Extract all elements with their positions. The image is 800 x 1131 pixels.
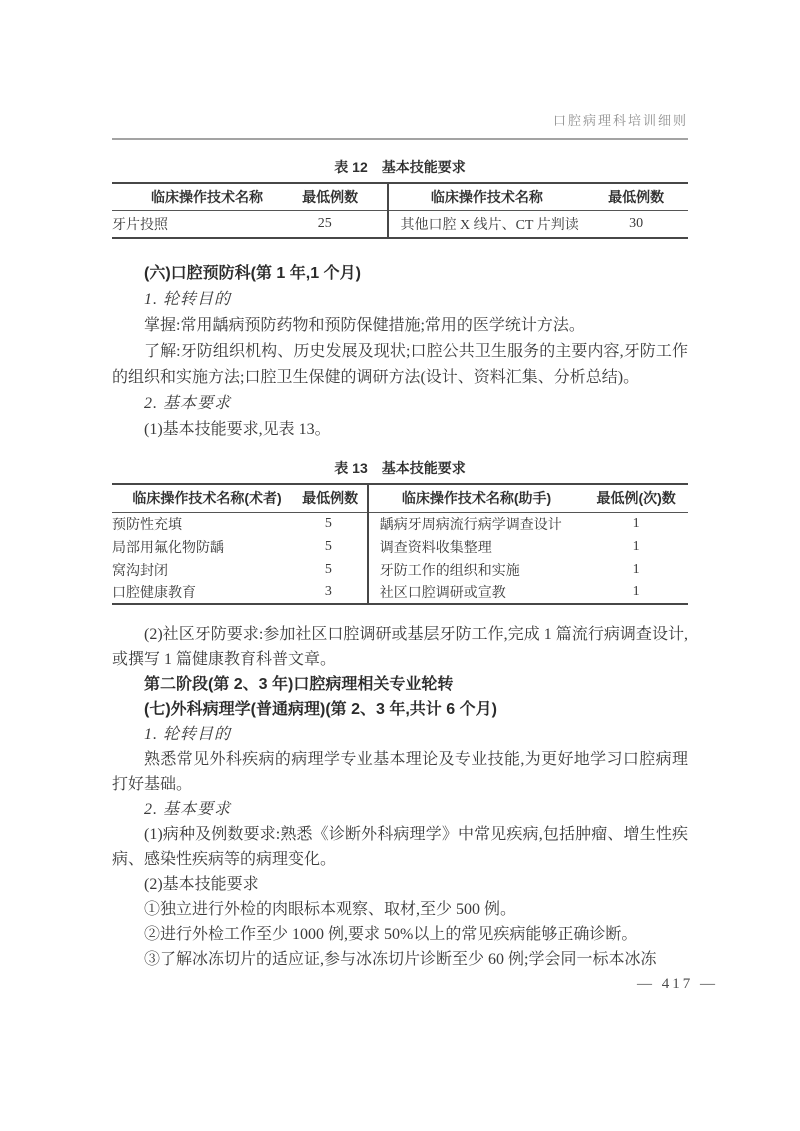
paragraph-item-2: ②进行外检工作至少 1000 例,要求 50%以上的常见疾病能够正确诊断。 <box>144 926 638 943</box>
cell-min-cases: 30 <box>629 215 644 231</box>
col-header-min-cases-left: 最低例数 <box>302 183 388 210</box>
cell-technique: 社区口腔调研或宣教 <box>368 581 585 604</box>
cell-min-cases: 25 <box>317 215 332 231</box>
running-head: 口腔病理科培训细则 <box>552 113 688 128</box>
paragraph-basic-skills: (2)基本技能要求 <box>144 876 259 893</box>
cell-min-cases: 1 <box>632 561 640 577</box>
cell-technique: 其他口腔 X 线片、CT 片判读 <box>388 210 584 238</box>
table-row <box>112 512 688 535</box>
table13-caption: 表 13 基本技能要求 <box>334 460 466 476</box>
cell-min-cases: 1 <box>632 515 640 531</box>
paragraph-master: 掌握:常用龋病预防药物和预防保健措施;常用的医学统计方法。 <box>144 317 585 334</box>
col-header-min-cases-right: 最低例数 <box>584 183 688 210</box>
cell-technique: 牙片投照 <box>112 217 168 233</box>
stage-2-heading: 第二阶段(第 2、3 年)口腔病理相关专业轮转 <box>144 676 454 693</box>
section-7-heading: (七)外科病理学(普通病理)(第 2、3 年,共计 6 个月) <box>144 701 497 718</box>
table12-header-row <box>112 183 688 210</box>
table12-basic-skills <box>112 182 688 239</box>
page-number: — 417 — <box>637 976 718 992</box>
col-header-technique-operator: 临床操作技术名称(术者) <box>112 484 302 512</box>
section-7 <box>112 622 688 972</box>
section-6 <box>112 261 688 443</box>
basic-requirements-item: 2. 基本要求 <box>144 395 232 412</box>
paragraph-community-requirement: (2)社区牙防要求:参加社区口腔调研或基层牙防工作,完成 1 篇流行病调查设计,或撰写 1 篇健康教育科普文章。 <box>112 626 688 668</box>
table12-caption: 表 12 基本技能要求 <box>334 159 466 175</box>
paragraph-item-1: ①独立进行外检的肉眼标本观察、取材,至少 500 例。 <box>144 901 517 918</box>
cell-technique: 牙防工作的组织和实施 <box>368 558 585 581</box>
cell-min-cases: 3 <box>324 584 332 599</box>
col-header-min-cases-right: 最低例(次)数 <box>584 484 688 512</box>
cell-min-cases: 5 <box>324 538 332 554</box>
cell-technique: 调查资料收集整理 <box>368 535 585 558</box>
table-row <box>112 210 688 238</box>
basic-requirements-item: 2. 基本要求 <box>144 801 232 818</box>
rotation-purpose-item: 1. 轮转目的 <box>144 726 232 743</box>
header-rule <box>112 138 688 140</box>
cell-technique: 口腔健康教育 <box>112 586 196 601</box>
col-header-technique-assistant: 临床操作技术名称(助手) <box>368 484 585 512</box>
cell-min-cases: 1 <box>632 538 640 554</box>
cell-min-cases: 5 <box>324 515 332 531</box>
paragraph-item-3: ③了解冰冻切片的适应证,参与冰冻切片诊断至少 60 例;学会同一标本冰冻 <box>144 951 657 968</box>
table-row <box>112 581 688 604</box>
paragraph-understand: 了解:牙防组织机构、历史发展及现状;口腔公共卫生服务的主要内容,牙防工作的组织和实施方法;口腔卫生保健的调研方法(设计、资料汇集、分析总结)。 <box>112 343 688 386</box>
col-header-min-cases-left: 最低例数 <box>302 484 368 512</box>
paragraph-skill-ref: (1)基本技能要求,见表 13。 <box>144 421 331 438</box>
cell-technique: 窝沟封闭 <box>112 563 168 579</box>
cell-min-cases: 1 <box>632 584 640 599</box>
rotation-purpose-item: 1. 轮转目的 <box>144 291 232 308</box>
cell-technique: 局部用氟化物防龋 <box>112 540 224 556</box>
cell-min-cases: 5 <box>324 561 332 577</box>
table13-basic-skills <box>112 483 688 605</box>
paragraph-familiar: 熟悉常见外科疾病的病理学专业基本理论及专业技能,为更好地学习口腔病理打好基础。 <box>112 751 688 793</box>
paragraph-disease-cases: (1)病种及例数要求:熟悉《诊断外科病理学》中常见疾病,包括肿瘤、增生性疾病、感染性疾病等的病理变化。 <box>112 826 688 868</box>
col-header-technique-left: 临床操作技术名称 <box>112 183 302 210</box>
table-row <box>112 558 688 581</box>
col-header-technique-right: 临床操作技术名称 <box>388 183 584 210</box>
table13-header-row <box>112 484 688 512</box>
cell-technique: 预防性充填 <box>112 517 182 533</box>
table-row <box>112 535 688 558</box>
section-6-heading: (六)口腔预防科(第 1 年,1 个月) <box>144 265 361 282</box>
cell-technique: 龋病牙周病流行病学调查设计 <box>368 512 585 535</box>
